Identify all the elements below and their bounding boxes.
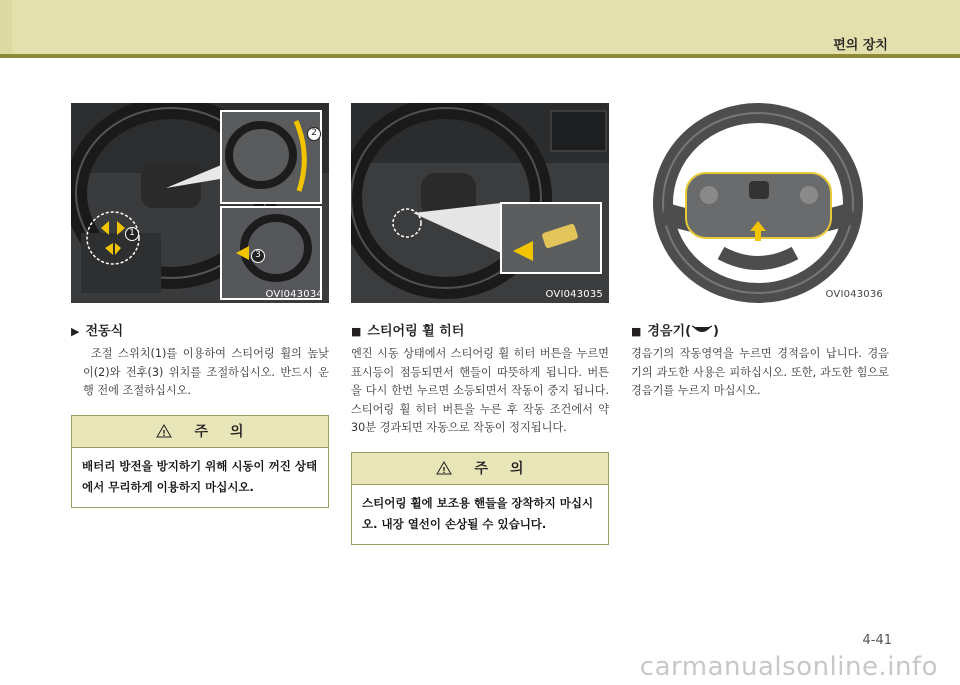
heading-text: 전동식 <box>85 324 124 339</box>
photo-code: OVI043034 <box>265 289 323 300</box>
watermark: carmanualsonline.info <box>639 652 938 682</box>
warning-triangle-icon <box>436 461 452 475</box>
caution-header <box>72 416 328 448</box>
body-text: 조절 스위치(1)를 이용하여 스티어링 휠의 높낮이(2)와 전후(3) 위치를 조절하십시오. 반드시 운행 전에 조절하십시오. <box>83 347 329 397</box>
svg-text:!: ! <box>162 429 167 438</box>
caution-title-left: 주 <box>474 461 488 477</box>
horn-icon <box>691 323 713 337</box>
header-rule <box>0 54 960 58</box>
svg-text:!: ! <box>442 466 447 475</box>
subsection-heading <box>71 320 329 339</box>
header-band-inner <box>12 0 960 54</box>
caution-title-right: 의 <box>510 461 524 477</box>
photo-steering-heater <box>351 103 609 303</box>
subsection-heading <box>351 320 609 339</box>
section-title: 편의 장치 <box>833 38 888 53</box>
caution-text: 스티어링 휠에 보조용 핸들을 장착하지 마십시오. 내장 열선이 손상될 수 있습니다. <box>362 495 594 531</box>
warning-triangle-icon <box>156 424 172 438</box>
heading-text: 경음기( <box>647 324 692 339</box>
heading-text-end: ) <box>713 324 719 339</box>
column-power-tilt <box>71 320 329 508</box>
subsection-heading <box>631 320 889 339</box>
photo-steering-adjust <box>71 103 329 303</box>
callout-2: 2 <box>307 127 321 141</box>
body-text: 엔진 시동 상태에서 스티어링 휠 히터 버튼을 누르면 표시등이 점등되면서 핸들이 따뜻하게 됩니다. 버튼을 다시 한번 누르면 소등되면서 작동이 중지 됩니다. 스티어링 휠 히터 버튼을 누른 후 작동 조건에서 약 30분 경과되면 자동으로 작동이 정지됩니다. <box>351 347 609 434</box>
caution-text: 배터리 방전을 방지하기 위해 시동이 꺼진 상태에서 무리하게 이용하지 마십시오. <box>82 458 318 494</box>
caution-box <box>71 415 329 508</box>
photo-code: OVI043036 <box>825 289 883 300</box>
square-bullet-icon: ■ <box>351 325 362 338</box>
photo-code: OVI043035 <box>545 289 603 300</box>
body-text: 경음기의 작동영역을 누르면 경적음이 납니다. 경음기의 과도한 사용은 피하십시오. 또한, 과도한 힘으로 경음기를 누르지 마십시오. <box>631 347 889 397</box>
column-steering-heater <box>351 320 609 545</box>
photo-horn <box>631 103 889 303</box>
caution-title-left: 주 <box>194 424 208 440</box>
column-horn <box>631 320 889 401</box>
caution-box <box>351 452 609 545</box>
page-number: 4-41 <box>862 633 892 648</box>
square-bullet-icon: ■ <box>631 325 642 338</box>
caution-header <box>352 453 608 485</box>
triangle-bullet-icon: ▶ <box>71 325 80 338</box>
callout-3: 3 <box>251 249 265 263</box>
callout-1: 1 <box>125 227 139 241</box>
heading-text: 스티어링 휠 히터 <box>367 324 465 339</box>
header-band <box>0 0 960 54</box>
caution-title-right: 의 <box>230 424 244 440</box>
